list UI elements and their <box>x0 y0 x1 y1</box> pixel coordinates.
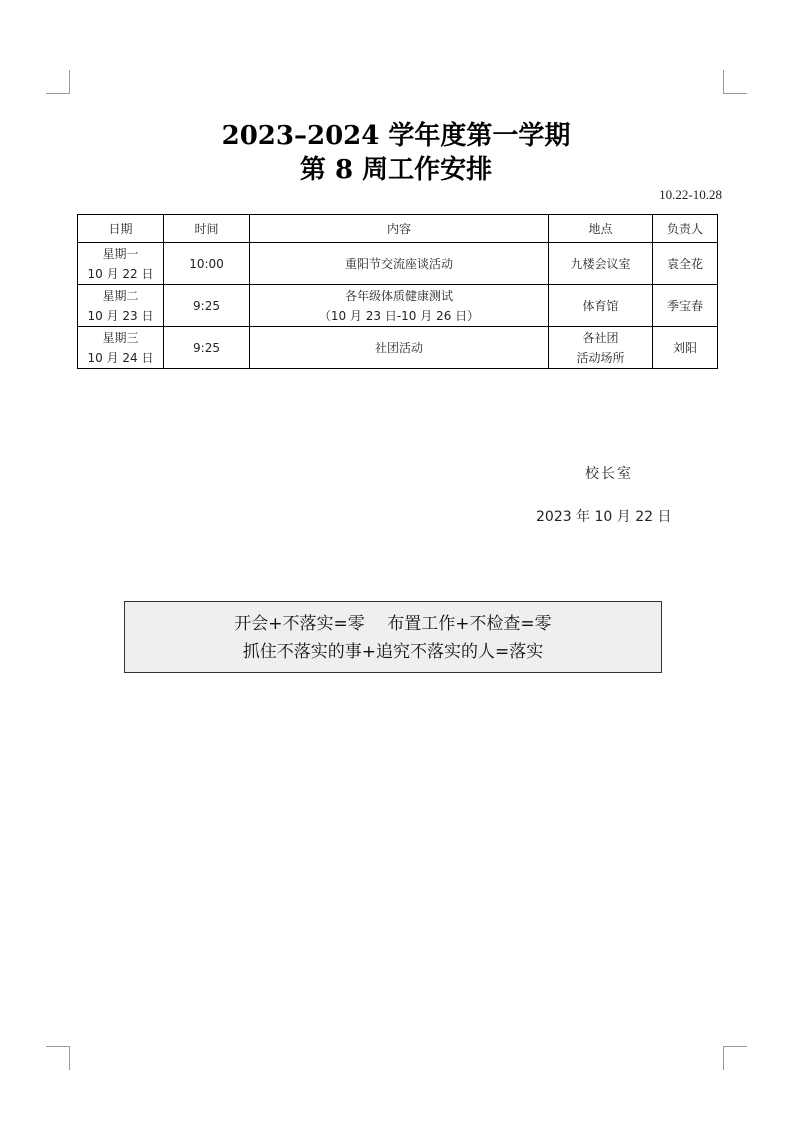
cell-content-line: 各年级体质健康测试 <box>344 288 453 303</box>
page-corner-mark-bottom-right <box>723 1046 747 1070</box>
cell-content <box>250 243 549 285</box>
cell-content-line: 社团活动 <box>374 340 423 355</box>
table-header-row <box>78 215 718 243</box>
cell-location-line: 九楼会议室 <box>570 256 631 271</box>
motto-box <box>124 601 662 673</box>
cell-date-text: 10 月 23 日 <box>87 308 154 323</box>
table-row <box>78 243 718 285</box>
cell-date <box>78 285 164 327</box>
page-corner-mark-top-right <box>723 70 747 94</box>
cell-date <box>78 327 164 369</box>
header-content: 内容 <box>250 215 549 243</box>
header-time: 时间 <box>164 215 250 243</box>
document-title-line2: 第 8 周工作安排 <box>299 155 493 185</box>
cell-time: 9:25 <box>164 327 250 369</box>
issue-date: 2023 年 10 月 22 日 <box>536 509 672 525</box>
cell-content <box>250 285 549 327</box>
cell-day: 星期三 <box>102 330 139 345</box>
page-corner-mark-top-left <box>46 70 70 94</box>
cell-date-text: 10 月 22 日 <box>87 266 154 281</box>
header-date: 日期 <box>78 215 164 243</box>
cell-date-text: 10 月 24 日 <box>87 350 154 365</box>
header-location: 地点 <box>549 215 653 243</box>
table-row <box>78 327 718 369</box>
schedule-table <box>77 214 718 369</box>
cell-location <box>549 285 653 327</box>
cell-person: 刘阳 <box>653 327 718 369</box>
cell-time: 9:25 <box>164 285 250 327</box>
motto-line2: 抓住不落实的事+追究不落实的人=落实 <box>242 642 544 662</box>
week-date-range: 10.22-10.28 <box>659 187 722 202</box>
cell-day: 星期一 <box>102 246 139 261</box>
table-row <box>78 285 718 327</box>
cell-location-line: 各社团 <box>582 330 619 345</box>
cell-time: 10:00 <box>164 243 250 285</box>
header-person: 负责人 <box>653 215 718 243</box>
cell-date <box>78 243 164 285</box>
cell-person: 袁全花 <box>653 243 718 285</box>
cell-day: 星期二 <box>102 288 139 303</box>
motto-line1: 开会+不落实=零 布置工作+不检查=零 <box>234 614 552 634</box>
page-corner-mark-bottom-left <box>46 1046 70 1070</box>
cell-content <box>250 327 549 369</box>
cell-location-line: 体育馆 <box>582 298 619 313</box>
issuing-office: 校长室 <box>585 466 633 482</box>
cell-content-line: 重阳节交流座谈活动 <box>344 256 453 271</box>
cell-person: 季宝春 <box>653 285 718 327</box>
cell-location-line: 活动场所 <box>576 350 625 365</box>
cell-location <box>549 327 653 369</box>
document-title-line1: 2023–2024 学年度第一学期 <box>221 121 571 151</box>
cell-content-line: （10 月 23 日-10 月 26 日） <box>318 308 480 323</box>
cell-location <box>549 243 653 285</box>
